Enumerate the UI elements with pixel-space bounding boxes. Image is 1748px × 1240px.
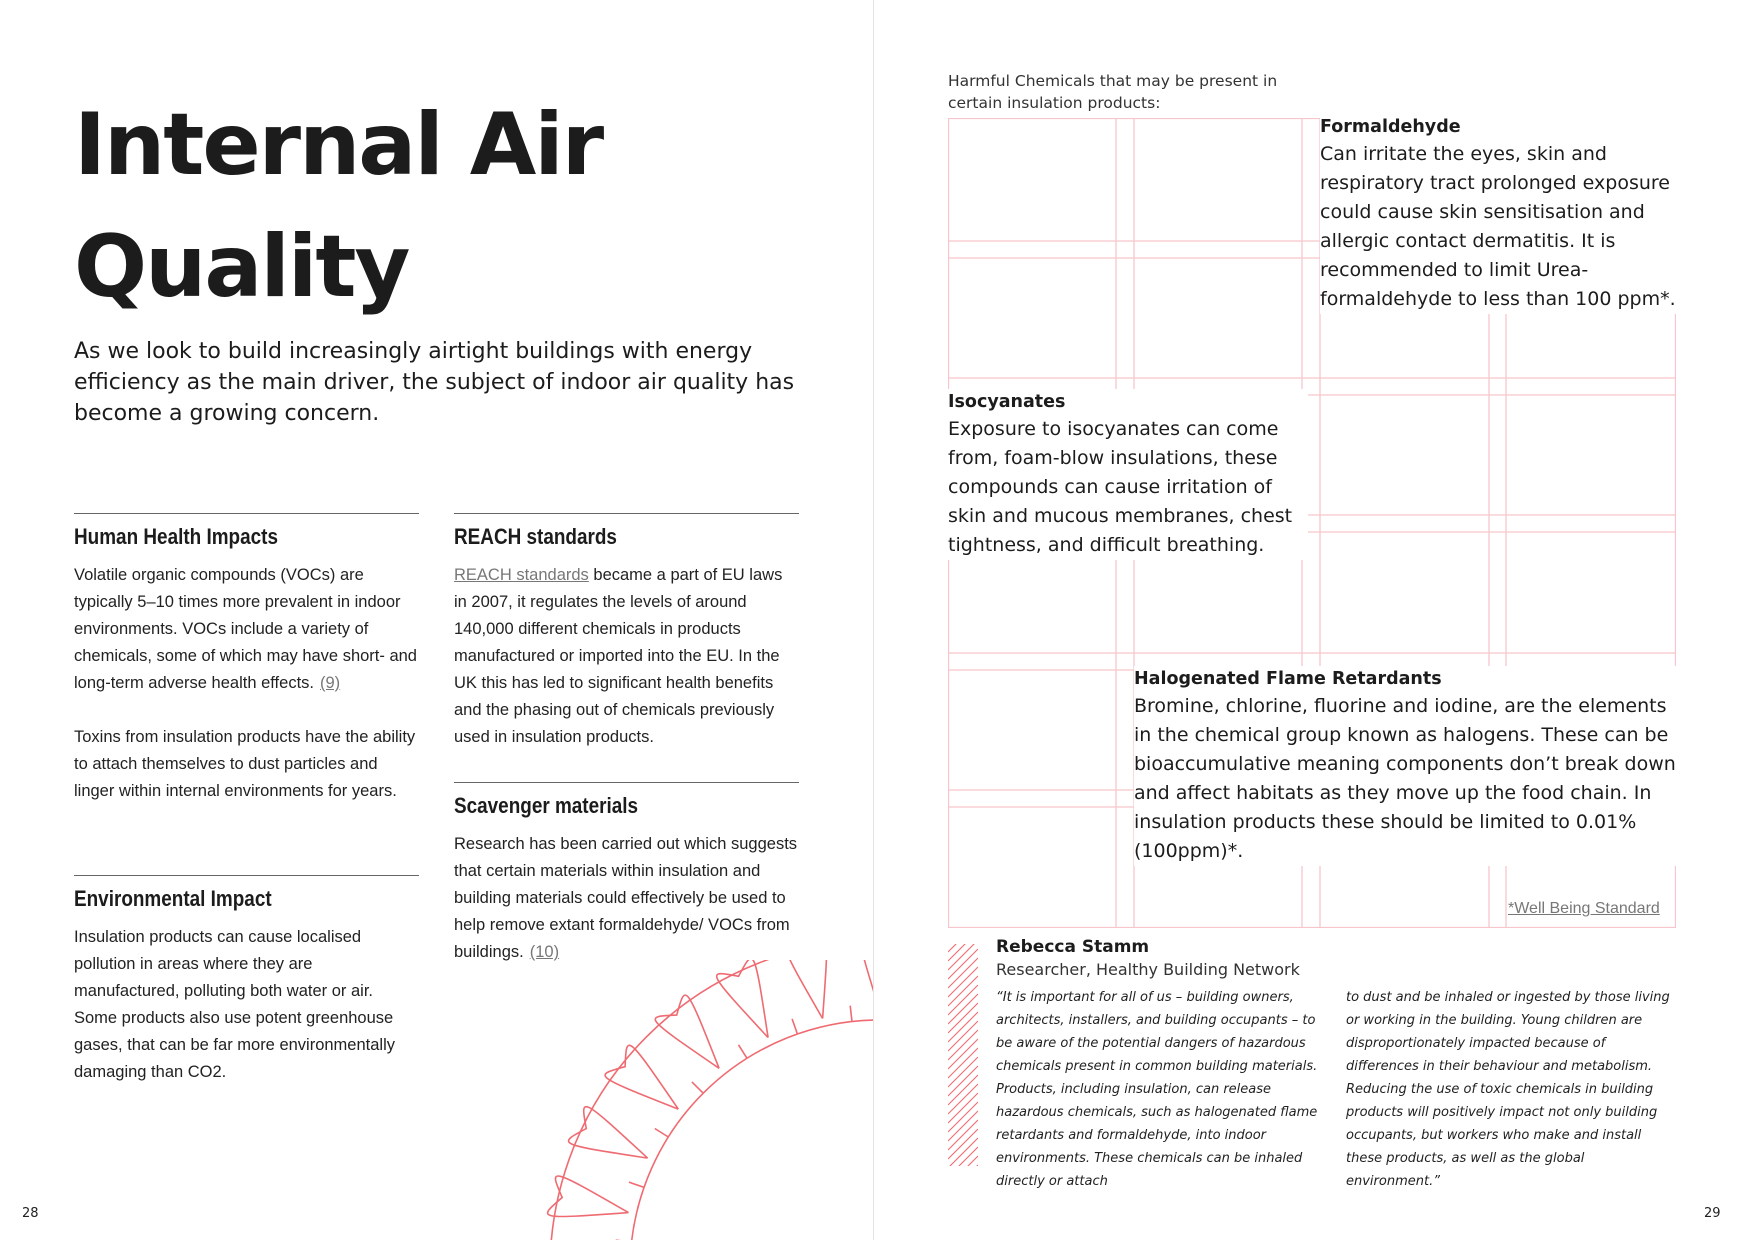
section-text: [454, 831, 799, 966]
ring-spoke: [739, 1045, 748, 1059]
chemical-title: Isocyanates: [948, 392, 1066, 412]
right-page: [874, 0, 1748, 1240]
ring-petal: [605, 1045, 678, 1109]
hatch-line: [948, 1156, 978, 1166]
hatch-line: [948, 944, 978, 961]
ring-petal: [655, 995, 719, 1068]
ring-spoke: [692, 1082, 703, 1093]
hatch-line: [948, 1084, 978, 1114]
ring-petal: [548, 1176, 629, 1217]
chemical-description: Bromine, chlorine, fluorine and iodine, are the elements in the chemical group known as halogens. These can be bioaccumulative meaning components don’t break down and affect habitats as they move up the food chain. In insulation products these should be limited to 0.01% (100ppm)*.: [1134, 695, 1676, 862]
hatch-line: [948, 1003, 978, 1033]
section-reach: [454, 513, 799, 751]
ring-spoke: [792, 1019, 797, 1034]
page-number-left: 28: [22, 1206, 39, 1221]
section-heading: REACH standards: [454, 524, 617, 549]
ring-inner-circle: [630, 1020, 874, 1240]
section-environmental: [74, 875, 419, 1086]
quote-text-column-2: to dust and be inhaled or ingested by those living or working in the building. Young children are disproportionately impacted because of differences in their behaviour and metabolism. Reducing the use of toxic chemicals in building products will positively impact not only building occupants, but workers who make and install these products, as well as the global environment.”: [1346, 990, 1670, 1189]
title-line-1: Internal Air: [74, 95, 603, 195]
intro-paragraph: As we look to build increasingly airtight buildings with energy efficiency as the main driver, the subject of indoor air quality has become a growing concern.: [74, 339, 795, 426]
hatch-line: [948, 1039, 978, 1069]
quote-author-name: Rebecca Stamm: [996, 937, 1150, 957]
well-being-standard-link[interactable]: *Well Being Standard: [1508, 900, 1660, 917]
ring-petal: [786, 960, 827, 1019]
paragraph-text: Research has been carried out which suggests that certain materials within insulation and building materials could effectively be used to help remove extant formaldehyde/ VOCs from buildings.: [454, 835, 798, 961]
chemical-halogenated: [1134, 666, 1679, 866]
hatch-line: [948, 1111, 978, 1141]
quote-author-role: Researcher, Healthy Building Network: [996, 960, 1300, 979]
ring-petal: [860, 960, 874, 1012]
hatch-line: [948, 1102, 978, 1132]
chemical-title: Halogenated Flame Retardants: [1134, 669, 1442, 689]
section-text: [454, 562, 799, 751]
hatch-line: [948, 1012, 978, 1042]
hatch-line: [948, 1120, 978, 1150]
page-title: [74, 84, 794, 328]
hatch-line: [948, 1165, 978, 1166]
hatch-line: [948, 1075, 978, 1105]
paragraph-text: Volatile organic compounds (VOCs) are typically 5–10 times more prevalent in indoor environments. VOCs include a variety of chemicals, some of which may have short- and long-term adverse health effects.: [74, 566, 417, 692]
quote-text-column-1: “It is important for all of us – building owners, architects, installers, and building occupants – to be aware of the potential dangers of hazardous chemicals present in common building materials. Products, including insulation, can release hazardous chemicals, such as halogenated flame retardants and formaldehyde, into indoor environments. These chemicals can be inhaled directly or attach: [996, 990, 1318, 1189]
hatch-line: [948, 976, 978, 1006]
hatch-line: [948, 1129, 978, 1159]
ring-spoke: [629, 1182, 644, 1187]
section-text: [74, 562, 419, 697]
hatch-line: [948, 1021, 978, 1051]
ring-spoke: [850, 1006, 852, 1022]
title-line-2: Quality: [74, 217, 409, 317]
hatch-line: [948, 985, 978, 1015]
chemical-isocyanates: [948, 389, 1308, 560]
hatch-line: [948, 1093, 978, 1123]
paragraph-text: became a part of EU laws in 2007, it regulates the levels of around 140,000 different chemicals in products manufactured or imported into the EU. In the UK this has led to significant health benefits and the phasing out of chemicals previously used in insulation products.: [454, 566, 783, 746]
petal-ring-group: [543, 960, 874, 1240]
hatch-line: [948, 1030, 978, 1060]
decorative-petal-ring: [460, 960, 874, 1240]
reach-standards-link[interactable]: REACH standards: [454, 566, 589, 584]
hatch-line: [948, 1066, 978, 1096]
ring-spoke: [655, 1129, 669, 1138]
section-scavenger: [454, 782, 799, 966]
hatch-line: [948, 967, 978, 997]
section-heading: Human Health Impacts: [74, 524, 278, 549]
chemical-title: Formaldehyde: [1320, 117, 1461, 137]
section-heading: Scavenger materials: [454, 793, 639, 818]
chemical-description: Can irritate the eyes, skin and respiratory tract prolonged exposure could cause skin sensitisation and allergic contact dermatitis. It is recommended to limit Urea-formaldehyde to less than 100 ppm*.: [1320, 143, 1676, 310]
reference-link[interactable]: (10): [529, 943, 560, 961]
quote-hatch-decoration: [948, 944, 978, 1166]
section-text: Insulation products can cause localised pollution in areas where they are manufactured, polluting both water or air. Some products also use potent greenhouse gases, that can be far more environmentally damaging than CO2.: [74, 928, 396, 1081]
hatch-line: [948, 1048, 978, 1078]
chemical-formaldehyde: [1320, 114, 1680, 314]
section-text: Toxins from insulation products have the ability to attach themselves to dust particles and linger within internal environments for years.: [74, 728, 416, 800]
reference-link[interactable]: (9): [320, 674, 341, 692]
section-human-health: [74, 513, 419, 805]
section-heading: Environmental Impact: [74, 886, 272, 911]
hatch-line: [948, 1057, 978, 1087]
ring-outer-circle: [550, 960, 874, 1240]
ring-petal: [717, 960, 768, 1038]
chemicals-caption: Harmful Chemicals that may be present in certain insulation products:: [948, 72, 1278, 112]
hatch-line: [948, 958, 978, 988]
hatch-line: [948, 994, 978, 1024]
hatch-lines: [948, 944, 978, 1166]
hatch-line: [948, 949, 978, 979]
chemical-description: Exposure to isocyanates can come from, foam-blow insulations, these compounds can cause irritation of skin and mucous membranes, chest tightness, and difficult breathing.: [948, 418, 1293, 556]
page-number-right: 29: [1704, 1206, 1721, 1221]
ring-petal: [569, 1107, 648, 1158]
